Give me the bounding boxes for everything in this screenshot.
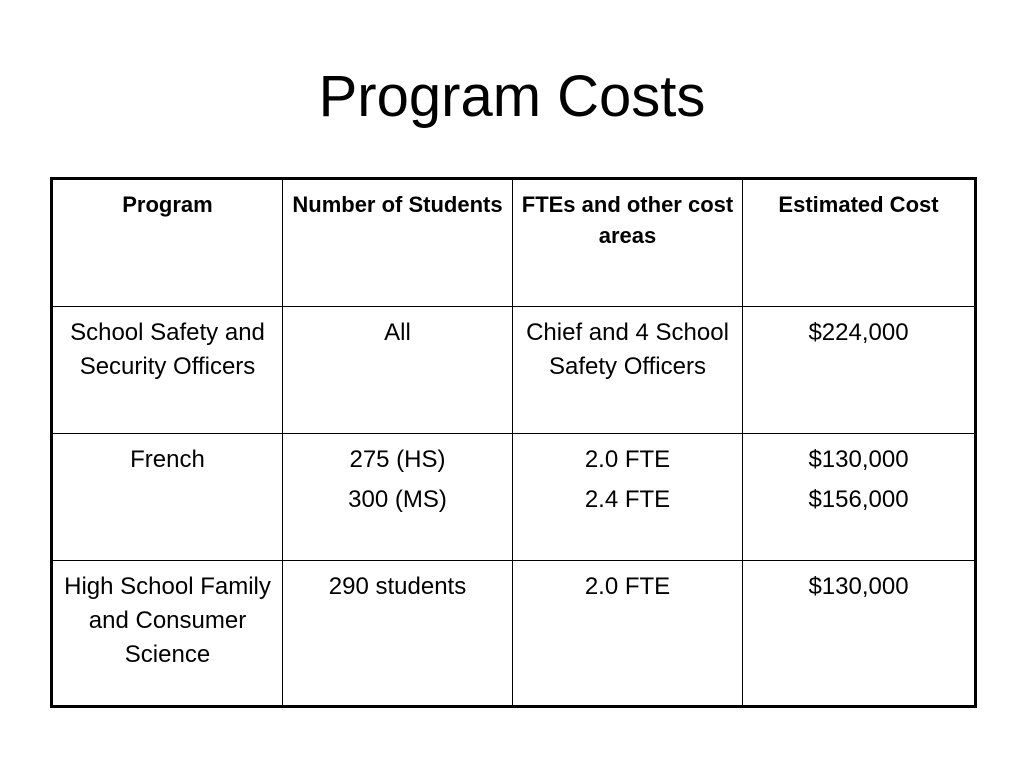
cell-students-value: 300 (MS) bbox=[348, 486, 447, 513]
header-estimated-cost: Estimated Cost bbox=[743, 179, 976, 307]
cell-ftes-value: 2.0 FTE bbox=[584, 573, 671, 600]
cell-cost bbox=[743, 307, 976, 434]
cell-ftes-value: 2.0 FTE bbox=[584, 446, 671, 473]
cell-cost bbox=[743, 434, 976, 561]
cell-program: High School Family and Consumer Science bbox=[52, 561, 283, 707]
cell-students-value: 275 (HS) bbox=[349, 446, 446, 473]
table-row bbox=[52, 434, 976, 561]
cell-students bbox=[283, 434, 513, 561]
header-program: Program bbox=[52, 179, 283, 307]
cell-cost-value: $130,000 bbox=[808, 446, 909, 473]
cell-ftes-value: Chief and 4 School Safety Officers bbox=[526, 319, 729, 380]
header-number-of-students: Number of Students bbox=[283, 179, 513, 307]
header-ftes: FTEs and other cost areas bbox=[513, 179, 743, 307]
cell-ftes bbox=[513, 307, 743, 434]
cell-program: French bbox=[52, 434, 283, 561]
table-row bbox=[52, 307, 976, 434]
cell-students-value: 290 students bbox=[328, 573, 467, 600]
cell-cost-value: $156,000 bbox=[808, 486, 909, 513]
cell-students bbox=[283, 307, 513, 434]
cell-cost-value: $224,000 bbox=[808, 319, 909, 346]
cell-cost-value: $130,000 bbox=[808, 573, 909, 600]
cell-students-value: All bbox=[384, 319, 411, 346]
cell-ftes bbox=[513, 434, 743, 561]
slide-title: Program Costs bbox=[318, 64, 706, 129]
cell-ftes bbox=[513, 561, 743, 707]
cell-cost bbox=[743, 561, 976, 707]
table-header-row bbox=[52, 179, 976, 307]
table-row bbox=[52, 561, 976, 707]
cell-ftes-value: 2.4 FTE bbox=[584, 486, 671, 513]
cell-program: School Safety and Security Officers bbox=[52, 307, 283, 434]
program-costs-table bbox=[50, 177, 977, 708]
cell-students bbox=[283, 561, 513, 707]
